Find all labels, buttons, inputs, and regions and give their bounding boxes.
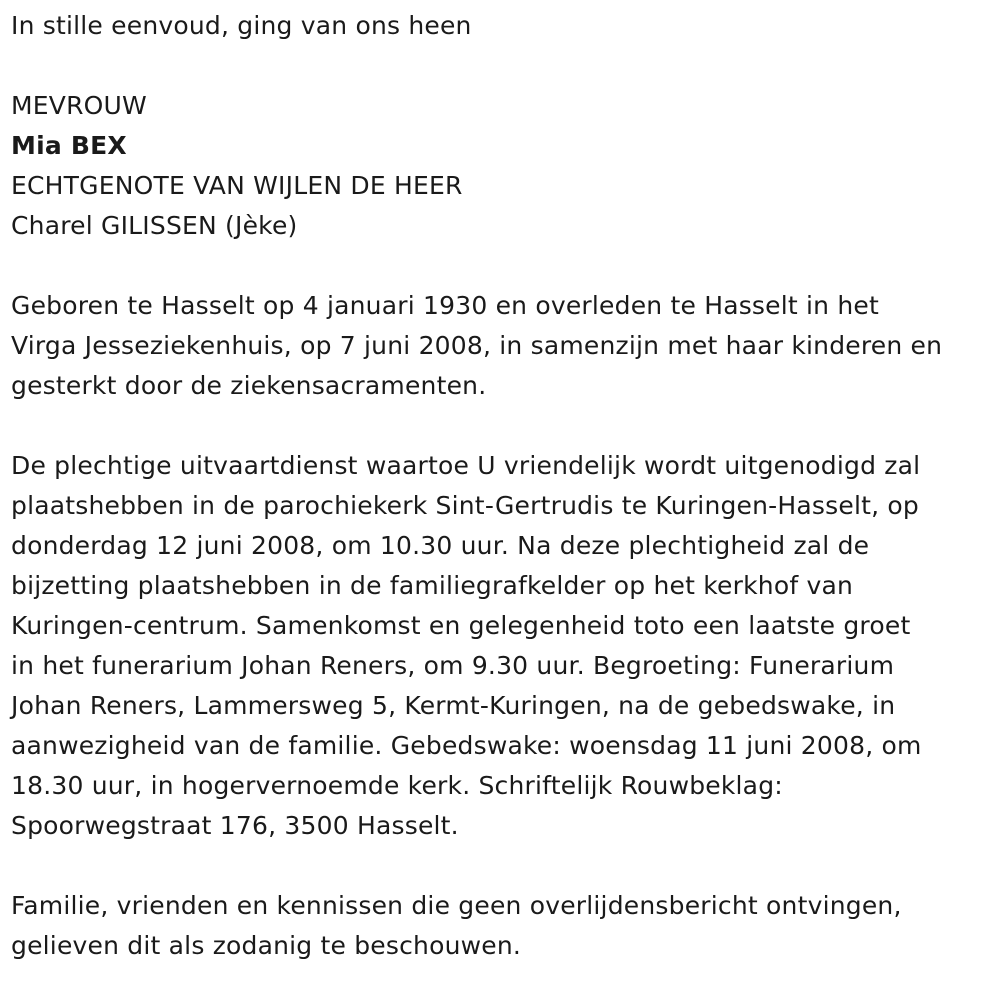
paragraph-line: Johan Reners, Lammersweg 5, Kermt-Kuringen, na de gebedswake, in [11, 691, 896, 720]
paragraph-line: Geboren te Hasselt op 4 januari 1930 en overleden te Hasselt in het [11, 291, 880, 320]
birth-paragraph [11, 286, 986, 406]
spacer [11, 46, 986, 86]
paragraph-line: gesterkt door de ziekensacramenten. [11, 371, 487, 400]
spacer [11, 846, 986, 886]
intro-line: In stille eenvoud, ging van ons heen [11, 11, 472, 40]
paragraph-line: gelieven dit als zodanig te beschouwen. [11, 931, 522, 960]
paragraph-line: Spoorwegstraat 176, 3500 Hasselt. [11, 811, 459, 840]
paragraph-line: Kuringen-centrum. Samenkomst en gelegenheid toto een laatste groet [11, 611, 911, 640]
paragraph-line: in het funerarium Johan Reners, om 9.30 uur. Begroeting: Funerarium [11, 651, 895, 680]
paragraph-line: De plechtige uitvaartdienst waartoe U vriendelijk wordt uitgenodigd zal [11, 451, 921, 480]
obituary-document [11, 6, 986, 966]
closing-paragraph [11, 886, 986, 966]
spacer [11, 246, 986, 286]
service-paragraph [11, 446, 986, 846]
paragraph-line: bijzetting plaatshebben in de familiegrafkelder op het kerkhof van [11, 571, 854, 600]
deceased-name: Mia BEX [11, 131, 127, 160]
paragraph-line: Virga Jesseziekenhuis, op 7 juni 2008, in samenzijn met haar kinderen en [11, 331, 943, 360]
paragraph-line: Familie, vrienden en kennissen die geen overlijdensbericht ontvingen, [11, 891, 902, 920]
spouse-name: Charel GILISSEN (Jèke) [11, 211, 298, 240]
spacer [11, 406, 986, 446]
paragraph-line: plaatshebben in de parochiekerk Sint-Gertrudis te Kuringen-Hasselt, op [11, 491, 919, 520]
paragraph-line: 18.30 uur, in hogervernoemde kerk. Schriftelijk Rouwbeklag: [11, 771, 783, 800]
honorific-title: MEVROUW [11, 91, 147, 120]
relation-line: ECHTGENOTE VAN WIJLEN DE HEER [11, 171, 463, 200]
paragraph-line: aanwezigheid van de familie. Gebedswake: woensdag 11 juni 2008, om [11, 731, 922, 760]
paragraph-line: donderdag 12 juni 2008, om 10.30 uur. Na deze plechtigheid zal de [11, 531, 870, 560]
